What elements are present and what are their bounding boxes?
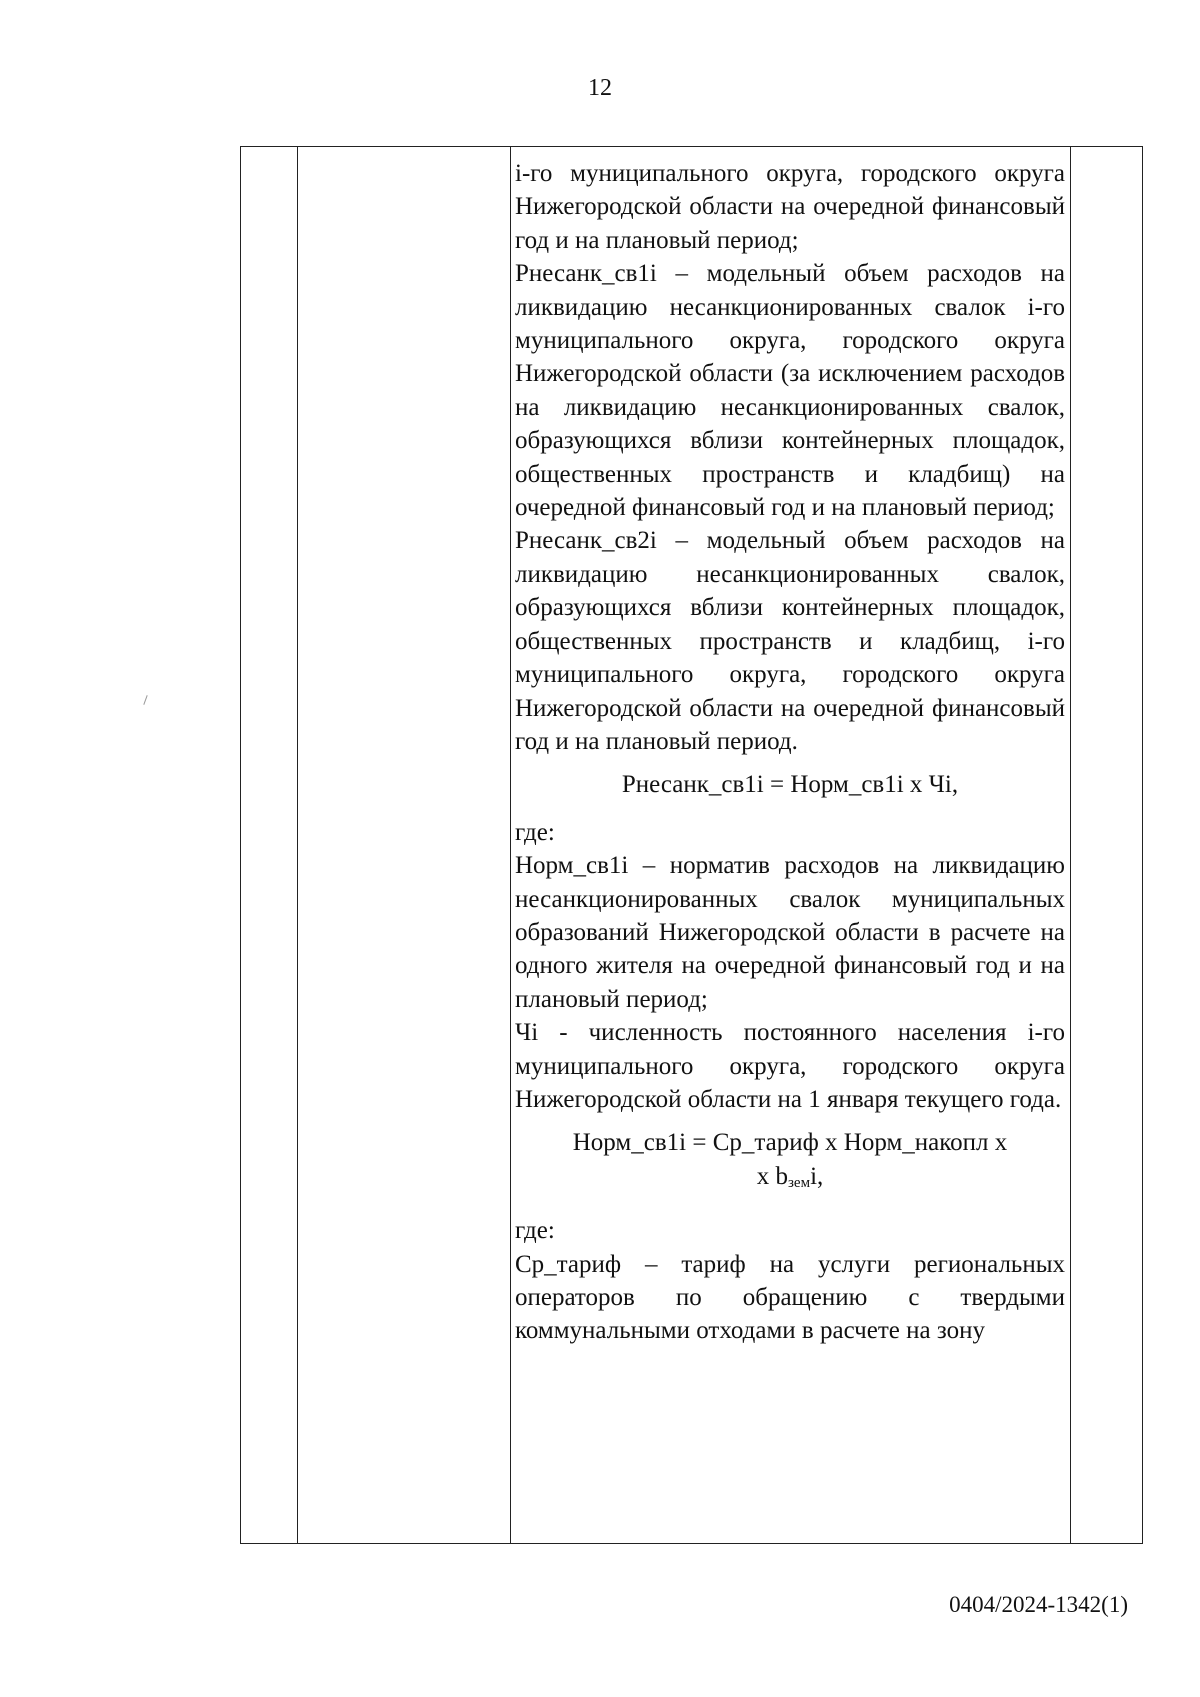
column-divider [1070, 147, 1071, 1543]
paragraph-rnesank-sv1: Рнесанк_св1i – модельный объем расходов на ликвидацию несанкционированных свалок i-го муниципального округа, городского округа Нижегородской области (за исключением расходов на ликвидацию несанкционированных свалок, образующихся вблизи контейнерных площадок, общественных пространств и кладбищ) на очередной финансовый год и на плановый период; [515, 260, 1065, 522]
column-divider [510, 147, 511, 1543]
paragraph-norm-sv1: Норм_св1i – норматив расходов на ликвидацию несанкционированных свалок муниципальных образований Нижегородской области в расчете на одного жителя на очередной финансовый год и на плановый период; [515, 852, 1065, 1013]
document-table [240, 146, 1143, 1544]
where-label: где: [515, 1217, 555, 1245]
formula-norm [515, 1126, 1065, 1200]
formula-norm-line1: Норм_св1i = Ср_тариф х Норм_накопл х [572, 1129, 1008, 1157]
column-divider [297, 147, 298, 1543]
document-code: 0404/2024-1342(1) [949, 1592, 1128, 1617]
paragraph-continuation: i-го муниципального округа, городского округа Нижегородской области на очередной финансовый год и на плановый период; [515, 160, 1065, 254]
description-cell [515, 157, 1065, 1348]
formula-norm-subscript: зем [787, 1174, 811, 1191]
page-number: 12 [588, 75, 612, 101]
formula-norm-line2 [515, 1160, 1065, 1200]
scan-mark [143, 695, 147, 705]
formula-rnesank: Рнесанк_св1i = Норм_св1i х Чi, [621, 771, 959, 799]
formula-norm-line2-suffix: i, [810, 1162, 824, 1190]
where-label: где: [515, 818, 555, 846]
paragraph-chi: Чi - численность постоянного населения i-го муниципального округа, городского округа Нижегородской области на 1 января текущего года. [515, 1019, 1065, 1113]
paragraph-rnesank-sv2: Рнесанк_св2i – модельный объем расходов на ликвидацию несанкционированных свалок, образующихся вблизи контейнерных площадок, общественных пространств и кладбищ, i-го муниципального округа, городского округа Нижегородской области на очередной финансовый год и на плановый период. [515, 527, 1065, 755]
paragraph-sr-tarif: Ср_тариф – тариф на услуги региональных операторов по обращению с твердыми коммунальными отходами в расчете на зону [515, 1250, 1065, 1345]
formula-norm-line2-prefix: х b [756, 1162, 788, 1190]
